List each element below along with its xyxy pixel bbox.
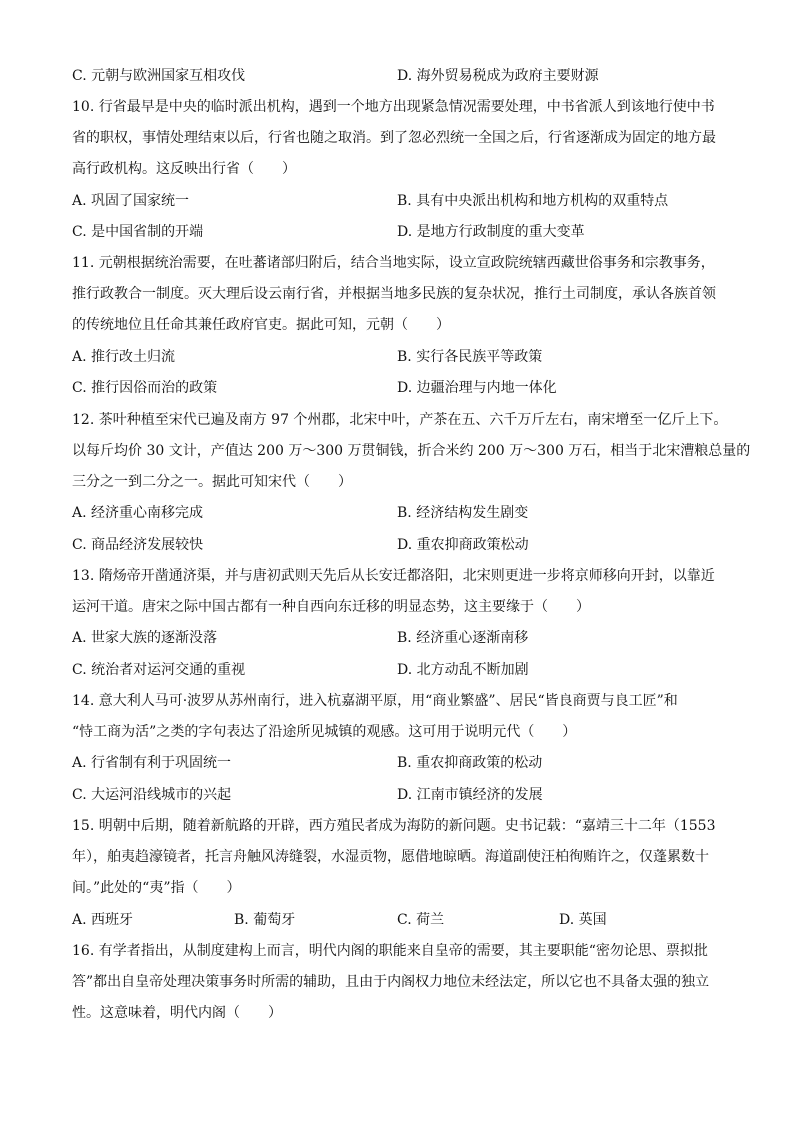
question-10-text: 省的职权，事情处理结束以后，行省也随之取消。到了忽必烈统一全国之后，行省逐渐成为固定的地方最 (72, 130, 716, 146)
question-15-options (72, 910, 722, 930)
option-a: A. 推行改土归流 (72, 349, 176, 365)
option-c: C. 商品经济发展较快 (72, 537, 204, 553)
option-a: A. 世家大族的逐渐没落 (72, 630, 218, 646)
question-11-text: 的传统地位且任命其兼任政府官吏。据此可知，元朝（ ） (72, 317, 450, 333)
option-b: B. 实行各民族平等政策 (397, 349, 543, 365)
question-11-text: 11. 元朝根据统治需要，在吐蕃诸部归附后，结合当地实际，设立宣政院统辖西藏世俗事务和宗教事务， (72, 255, 715, 271)
question-11-options-ab (72, 347, 722, 367)
question-15-text: 间。”此处的“夷”指（ ） (72, 880, 241, 896)
question-12-text: 12. 茶叶种植至宋代已遍及南方 97 个州郡，北宋中叶，产茶在五、六千万斤左右，南宋增至一亿斤上下。 (72, 412, 728, 428)
question-15-text: 年），舶夷趋濠镜者，托言舟触风涛缝裂，水湿贡物，愿借地晾晒。海道副使汪柏徇贿许之，仅蓬累数十 (72, 849, 709, 865)
question-13-options-ab (72, 628, 722, 648)
question-11-text: 推行政教合一制度。灭大理后设云南行省，并根据当地多民族的复杂状况，推行土司制度，承认各族首领 (72, 286, 716, 302)
question-10-text: 高行政机构。这反映出行省（ ） (72, 161, 296, 177)
question-12-options-cd (72, 535, 722, 555)
option-b: B. 重农抑商政策的松动 (397, 755, 543, 771)
option-d: D. 是地方行政制度的重大变革 (397, 224, 585, 240)
question-13-text: 13. 隋炀帝开凿通济渠，并与唐初武则天先后从长安迁都洛阳，北宋则更进一步将京师移向开封，以靠近 (72, 568, 715, 584)
option-d: D. 江南市镇经济的发展 (397, 787, 543, 803)
question-10-options-ab (72, 191, 722, 211)
question-15-text: 15. 明朝中后期，随着新航路的开辟，西方殖民者成为海防的新问题。史书记载：“嘉靖三十二年（1553 (72, 818, 716, 834)
option-b: B. 经济结构发生剧变 (397, 505, 529, 521)
option-d: D. 英国 (559, 912, 607, 928)
option-c: C. 是中国省制的开端 (72, 224, 204, 240)
question-13-text: 运河干道。唐宋之际中国古都有一种自西向东迁移的明显态势，这主要缘于（ ） (72, 599, 590, 615)
option-d: D. 重农抑商政策松动 (397, 537, 529, 553)
option-c: C. 统治者对运河交通的重视 (72, 662, 246, 678)
option-d: D. 边疆治理与内地一体化 (397, 380, 557, 396)
option-c: C. 大运河沿线城市的兴起 (72, 787, 232, 803)
question-12-text: 三分之一到二分之一。据此可知宋代（ ） (72, 474, 352, 490)
question-14-text: “恃工商为活”之类的字句表达了沿途所见城镇的观感。这可用于说明元代（ ） (72, 724, 577, 740)
option-a: A. 西班牙 (72, 912, 134, 928)
option-c: C. 荷兰 (397, 912, 445, 928)
option-d: D. 海外贸易税成为政府主要财源 (397, 68, 599, 84)
question-16-text: 性。这意味着，明代内阁（ ） (72, 1005, 282, 1021)
question-10-text: 10. 行省最早是中央的临时派出机构，遇到一个地方出现紧急情况需要处理，中书省派人到该地行使中书 (72, 99, 715, 115)
question-12-text: 以每斤均价 30 文计，产值达 200 万～300 万贯铜钱，折合米约 200 万～300 万石，相当于北宋漕粮总量的 (72, 443, 751, 459)
question-9-options-cd (72, 66, 722, 86)
question-16-text: 答”都出自皇帝处理决策事务时所需的辅助，且由于内阁权力地位未经法定，所以它也不具备太强的独立 (72, 974, 710, 990)
question-11-options-cd (72, 378, 722, 398)
option-a: A. 巩固了国家统一 (72, 193, 190, 209)
question-16-text: 16. 有学者指出，从制度建构上而言，明代内阁的职能来自皇帝的需要，其主要职能“密勿论思、票拟批 (72, 943, 708, 959)
option-b: B. 葡萄牙 (234, 912, 296, 928)
option-c: C. 元朝与欧洲国家互相攻伐 (72, 68, 246, 84)
question-12-options-ab (72, 503, 722, 523)
question-13-options-cd (72, 660, 722, 680)
option-a: A. 经济重心南移完成 (72, 505, 204, 521)
question-10-options-cd (72, 222, 722, 242)
question-14-text: 14. 意大利人马可·波罗从苏州南行，进入杭嘉湖平原，用“商业繁盛”、居民“皆良商贾与良工匠”和 (72, 693, 678, 709)
option-d: D. 北方动乱不断加剧 (397, 662, 529, 678)
option-b: B. 经济重心逐渐南移 (397, 630, 529, 646)
option-c: C. 推行因俗而治的政策 (72, 380, 218, 396)
question-14-options-ab (72, 753, 722, 773)
question-14-options-cd (72, 785, 722, 805)
option-b: B. 具有中央派出机构和地方机构的双重特点 (397, 193, 669, 209)
option-a: A. 行省制有利于巩固统一 (72, 755, 232, 771)
